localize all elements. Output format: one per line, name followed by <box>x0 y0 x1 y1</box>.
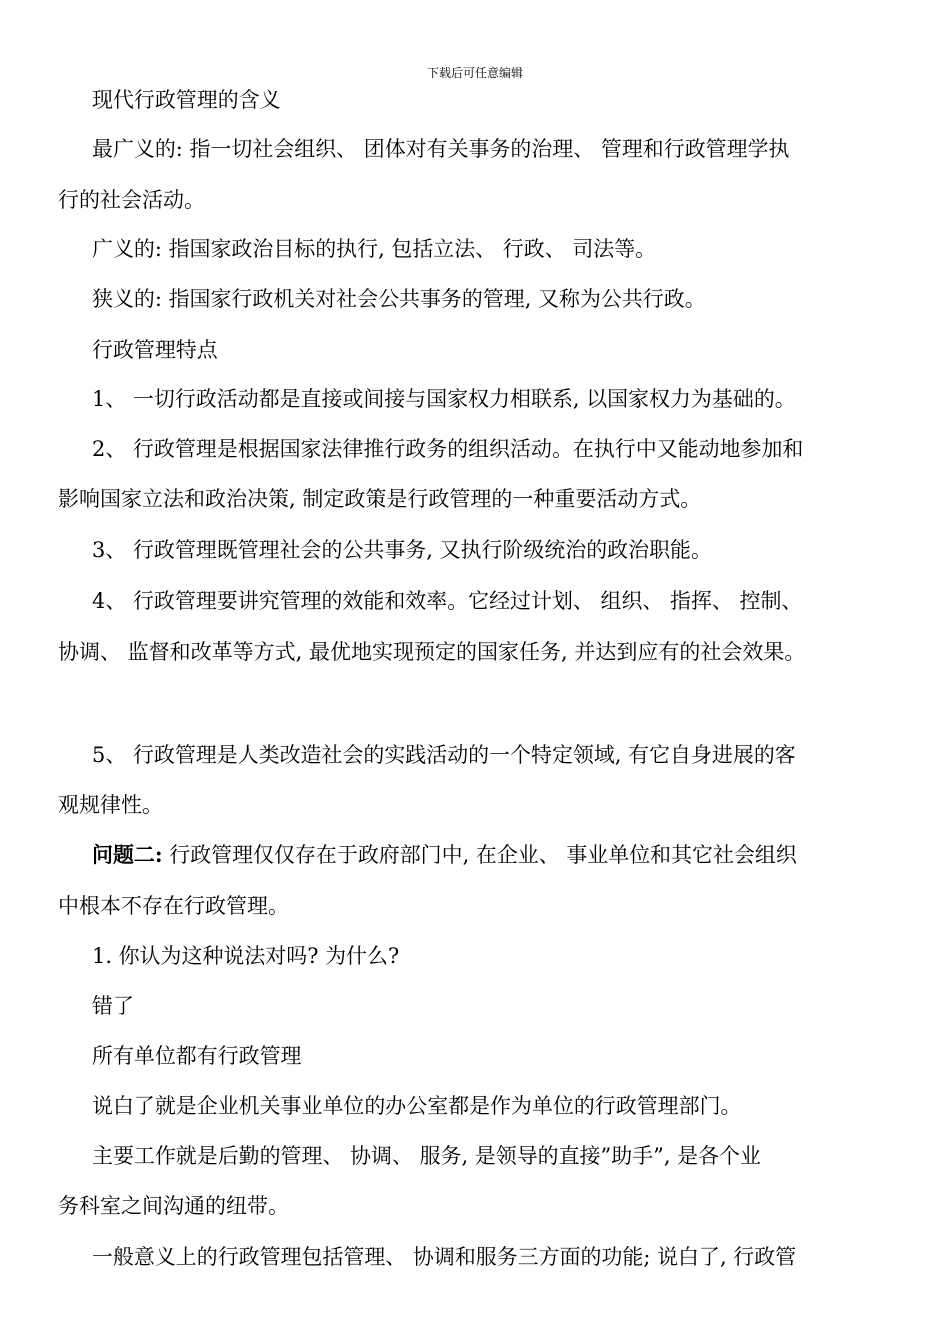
def-broad: 广义的: 指国家政治目标的执行, 包括立法、 行政、 司法等。 <box>92 237 657 261</box>
answer-line-4: 一般意义上的行政管理包括管理、 协调和服务三方面的功能; 说白了, 行政管 <box>92 1245 797 1269</box>
answer-verdict: 错了 <box>92 994 134 1018</box>
question-2-line2: 中根本不存在行政管理。 <box>58 894 289 918</box>
answer-line-3a: 主要工作就是后勤的管理、 协调、 服务, 是领导的直接”助手”, 是各个业 <box>92 1144 761 1168</box>
feature-item-3: 3、 行政管理既管理社会的公共事务, 又执行阶级统治的政治职能。 <box>92 538 712 562</box>
def-broadest-line2: 行的社会活动。 <box>58 188 205 212</box>
feature-item-2-line1: 2、 行政管理是根据国家法律推行政务的组织活动。在执行中又能动地参加和 <box>92 437 804 461</box>
answer-line-1: 所有单位都有行政管理 <box>92 1044 302 1068</box>
feature-item-2-line2: 影响国家立法和政治决策, 制定政策是行政管理的一种重要活动方式。 <box>58 487 702 511</box>
question-2-label: 问题二: <box>92 842 163 867</box>
question-2-sub: 1. 你认为这种说法对吗? 为什么? <box>92 944 400 968</box>
def-broadest-line1: 最广义的: 指一切社会组织、 团体对有关事务的治理、 管理和行政管理学执 <box>92 137 790 161</box>
feature-item-1: 1、 一切行政活动都是直接或间接与国家权力相联系, 以国家权力为基础的。 <box>92 387 796 411</box>
feature-item-5-line1: 5、 行政管理是人类改造社会的实践活动的一个特定领域, 有它自身进展的客 <box>92 743 796 767</box>
feature-item-4-line2: 协调、 监督和改革等方式, 最优地实现预定的国家任务, 并达到应有的社会效果。 <box>58 640 806 664</box>
question-2-line1 <box>92 843 940 867</box>
answer-line-3b: 务科室之间沟通的纽带。 <box>58 1194 289 1218</box>
answer-line-2: 说白了就是企业机关事业单位的办公室都是作为单位的行政管理部门。 <box>92 1094 742 1118</box>
page-header: 下载后可任意编辑 <box>426 66 523 80</box>
question-2-text: 行政管理仅仅存在于政府部门中, 在企业、 事业单位和其它社会组织 <box>162 843 797 867</box>
feature-item-5-line2: 观规律性。 <box>58 793 163 817</box>
def-narrow: 狭义的: 指国家行政机关对社会公共事务的管理, 又称为公共行政。 <box>92 287 706 311</box>
section-title-features: 行政管理特点 <box>92 338 218 362</box>
feature-item-4-line1: 4、 行政管理要讲究管理的效能和效率。它经过计划、 组织、 指挥、 控制、 <box>92 589 803 613</box>
section-title-meaning: 现代行政管理的含义 <box>92 88 281 112</box>
